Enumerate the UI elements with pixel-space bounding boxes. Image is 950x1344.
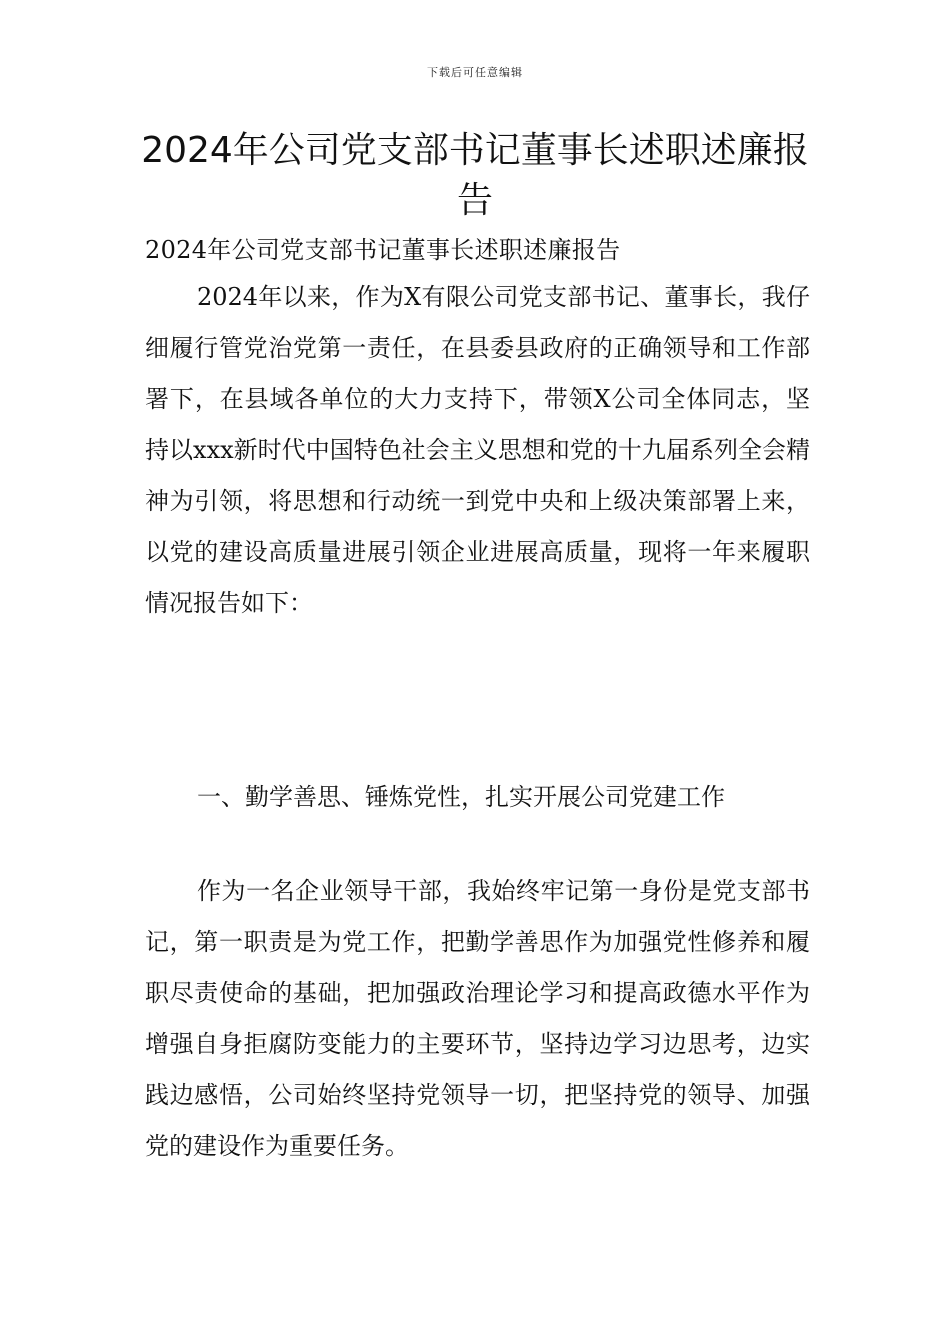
document-title: 2024年公司党支部书记董事长述职述廉报告 bbox=[141, 130, 809, 221]
page-header-note: 下载后可任意编辑 bbox=[427, 66, 523, 79]
intro-paragraph: 2024年以来，作为X有限公司党支部书记、董事长，我仔细履行管党治党第一责任，在县委县政府的正确领导和工作部署下，在县域各单位的大力支持下，带领X公司全体同志，坚持以xxx新时代中国特色社会主义思想和党的十九届系列全会精神为引领，将思想和行动统一到党中央和上级决策部署上来，以党的建设高质量进展引领企业进展高质量，现将一年来履职情况报告如下： bbox=[145, 283, 810, 617]
document-subtitle-line: 2024年公司党支部书记董事长述职述廉报告 bbox=[145, 236, 621, 264]
body-paragraph: 作为一名企业领导干部，我始终牢记第一身份是党支部书记，第一职责是为党工作，把勤学善思作为加强党性修养和履职尽责使命的基础，把加强政治理论学习和提高政德水平作为增强自身拒腐防变能力的主要环节，坚持边学习边思考，边实践边感悟，公司始终坚持党领导一切，把坚持党的领导、加强党的建设作为重要任务。 bbox=[145, 877, 810, 1160]
section-heading: 一、勤学善思、锤炼党性，扎实开展公司党建工作 bbox=[197, 783, 725, 811]
